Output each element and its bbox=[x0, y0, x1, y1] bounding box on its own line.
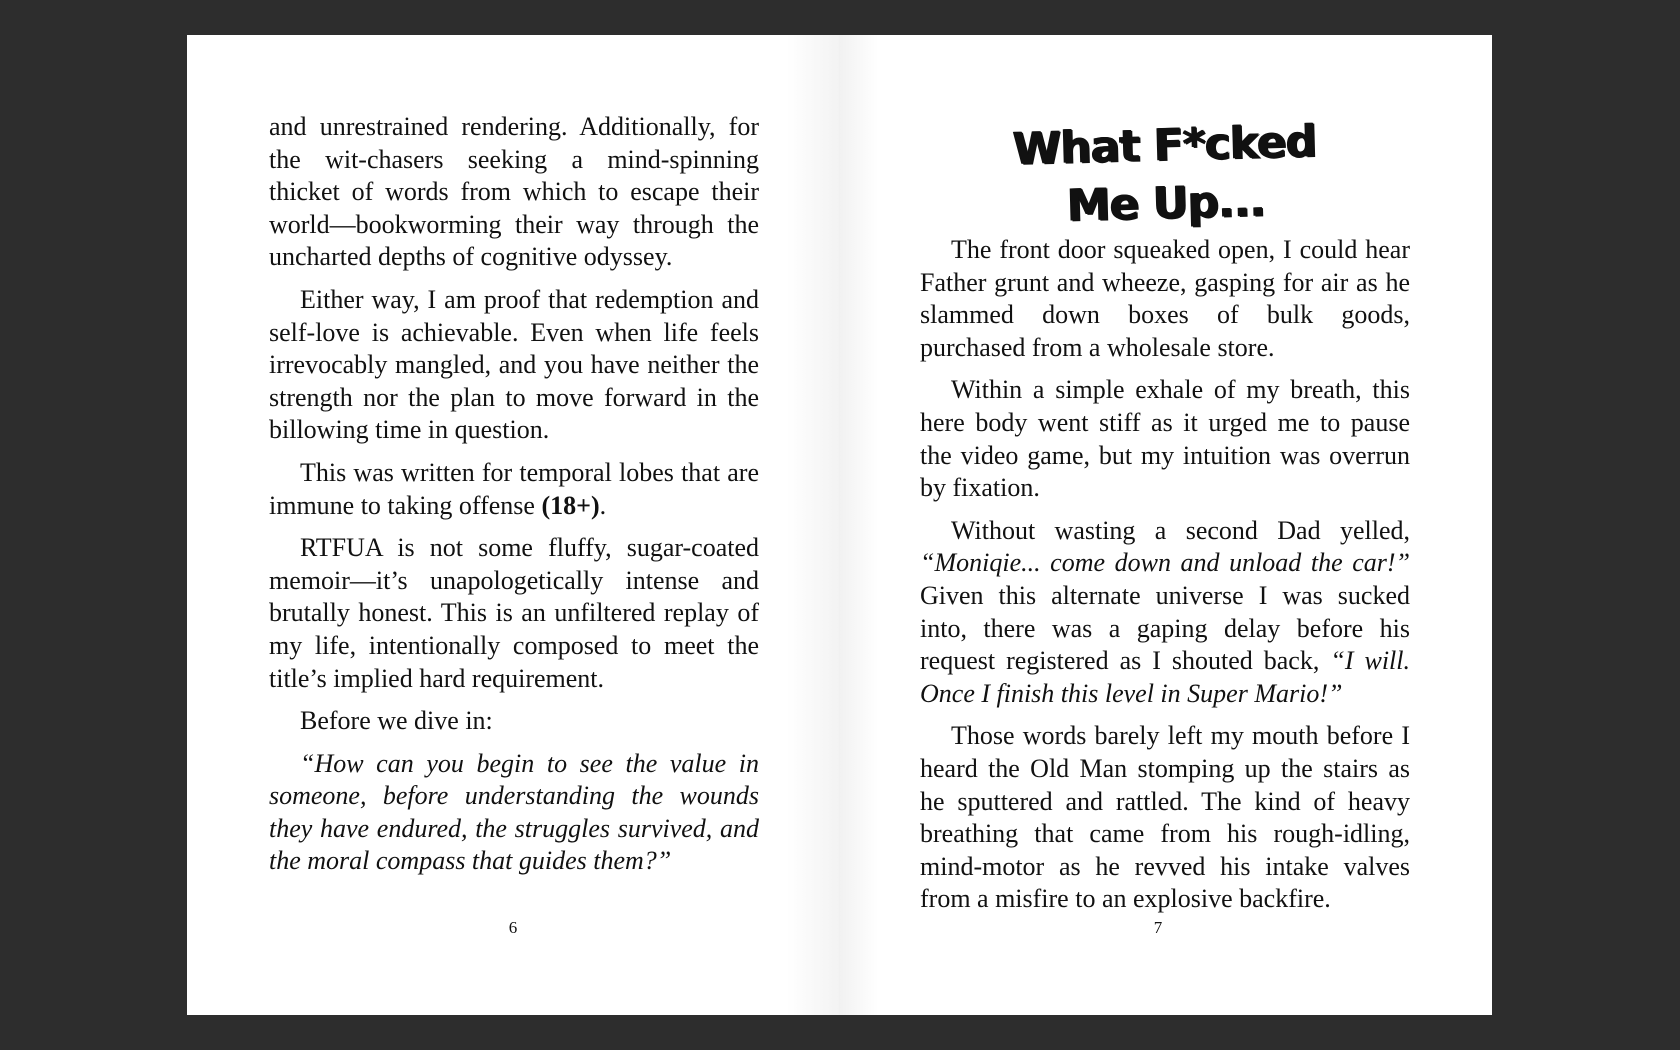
paragraph-exhale: Within a simple exhale of my breath, this here body went stiff as it urged me to pause the video game, but my intuition was overrun by fixation. bbox=[920, 375, 1410, 503]
right-page-body bbox=[920, 234, 1410, 926]
paragraph-audience bbox=[269, 457, 759, 522]
book-spread bbox=[187, 35, 1492, 1015]
paragraph-old-man: Those words barely left my mouth before I heard the Old Man stomping up the stairs as he sputtered and rattled. The kind of heavy breathing that came from his rough-idling, mind-motor as he revved his intake valves from a misfire to an explosive backfire. bbox=[920, 721, 1410, 914]
paragraph-rtfua: RTFUA is not some fluffy, sugar-coated memoir—it’s unapologetically intense and brutally honest. This is an unfiltered replay of my life, intentionally composed to meet the title’s implied hard requirement. bbox=[269, 533, 759, 693]
chapter-title-line-1: What F*cked bbox=[1012, 116, 1318, 175]
page-number: 6 bbox=[508, 918, 518, 937]
paragraph-before-dive: Before we dive in: bbox=[300, 706, 493, 736]
left-page-body bbox=[269, 111, 759, 888]
paragraph-dad-yelled bbox=[920, 515, 1410, 711]
left-page bbox=[187, 35, 839, 1015]
dad-yelled-text: Without wasting a second Dad yelled, bbox=[951, 515, 1410, 545]
delay-text: Given this alternate universe I was sucked into, there was a gaping delay before his request registered as I shouted back, bbox=[920, 580, 1410, 676]
paragraph-front-door: The front door squeaked open, I could hear Father grunt and wheeze, gasping for air as he slammed down boxes of bulk goods, purchased from a wholesale store. bbox=[920, 235, 1410, 362]
quote-paragraph: “How can you begin to see the value in someone, before understanding the wounds they have endured, the struggles survived, and the moral compass that guides them?” bbox=[269, 748, 759, 876]
right-page bbox=[839, 35, 1492, 1015]
paragraph-redemption: Either way, I am proof that redemption and self-love is achievable. Even when life feels irrevocably mangled, and you have neither the strength nor the plan to move forward in the billowing time in question. bbox=[269, 284, 759, 445]
reply-quote: “I will. Once I finish this level in Super Mario!” bbox=[920, 646, 1410, 708]
chapter-title bbox=[838, 108, 1494, 241]
age-rating: (18+) bbox=[541, 490, 600, 520]
page-number: 7 bbox=[1153, 918, 1163, 937]
paragraph-continued: and unrestrained rendering. Additionally, for the wit-chasers seeking a mind-spinning thicket of words from which to escape their world—bookworming their way through the uncharted depths of cognitive odyssey. bbox=[269, 112, 759, 272]
audience-period: . bbox=[599, 490, 607, 520]
chapter-title-line-2: Me Up... bbox=[1066, 175, 1267, 232]
dad-quote: “Moniqie... come down and unload the car!” bbox=[920, 548, 1410, 578]
audience-text: This was written for temporal lobes that are immune to taking offense bbox=[269, 457, 759, 520]
